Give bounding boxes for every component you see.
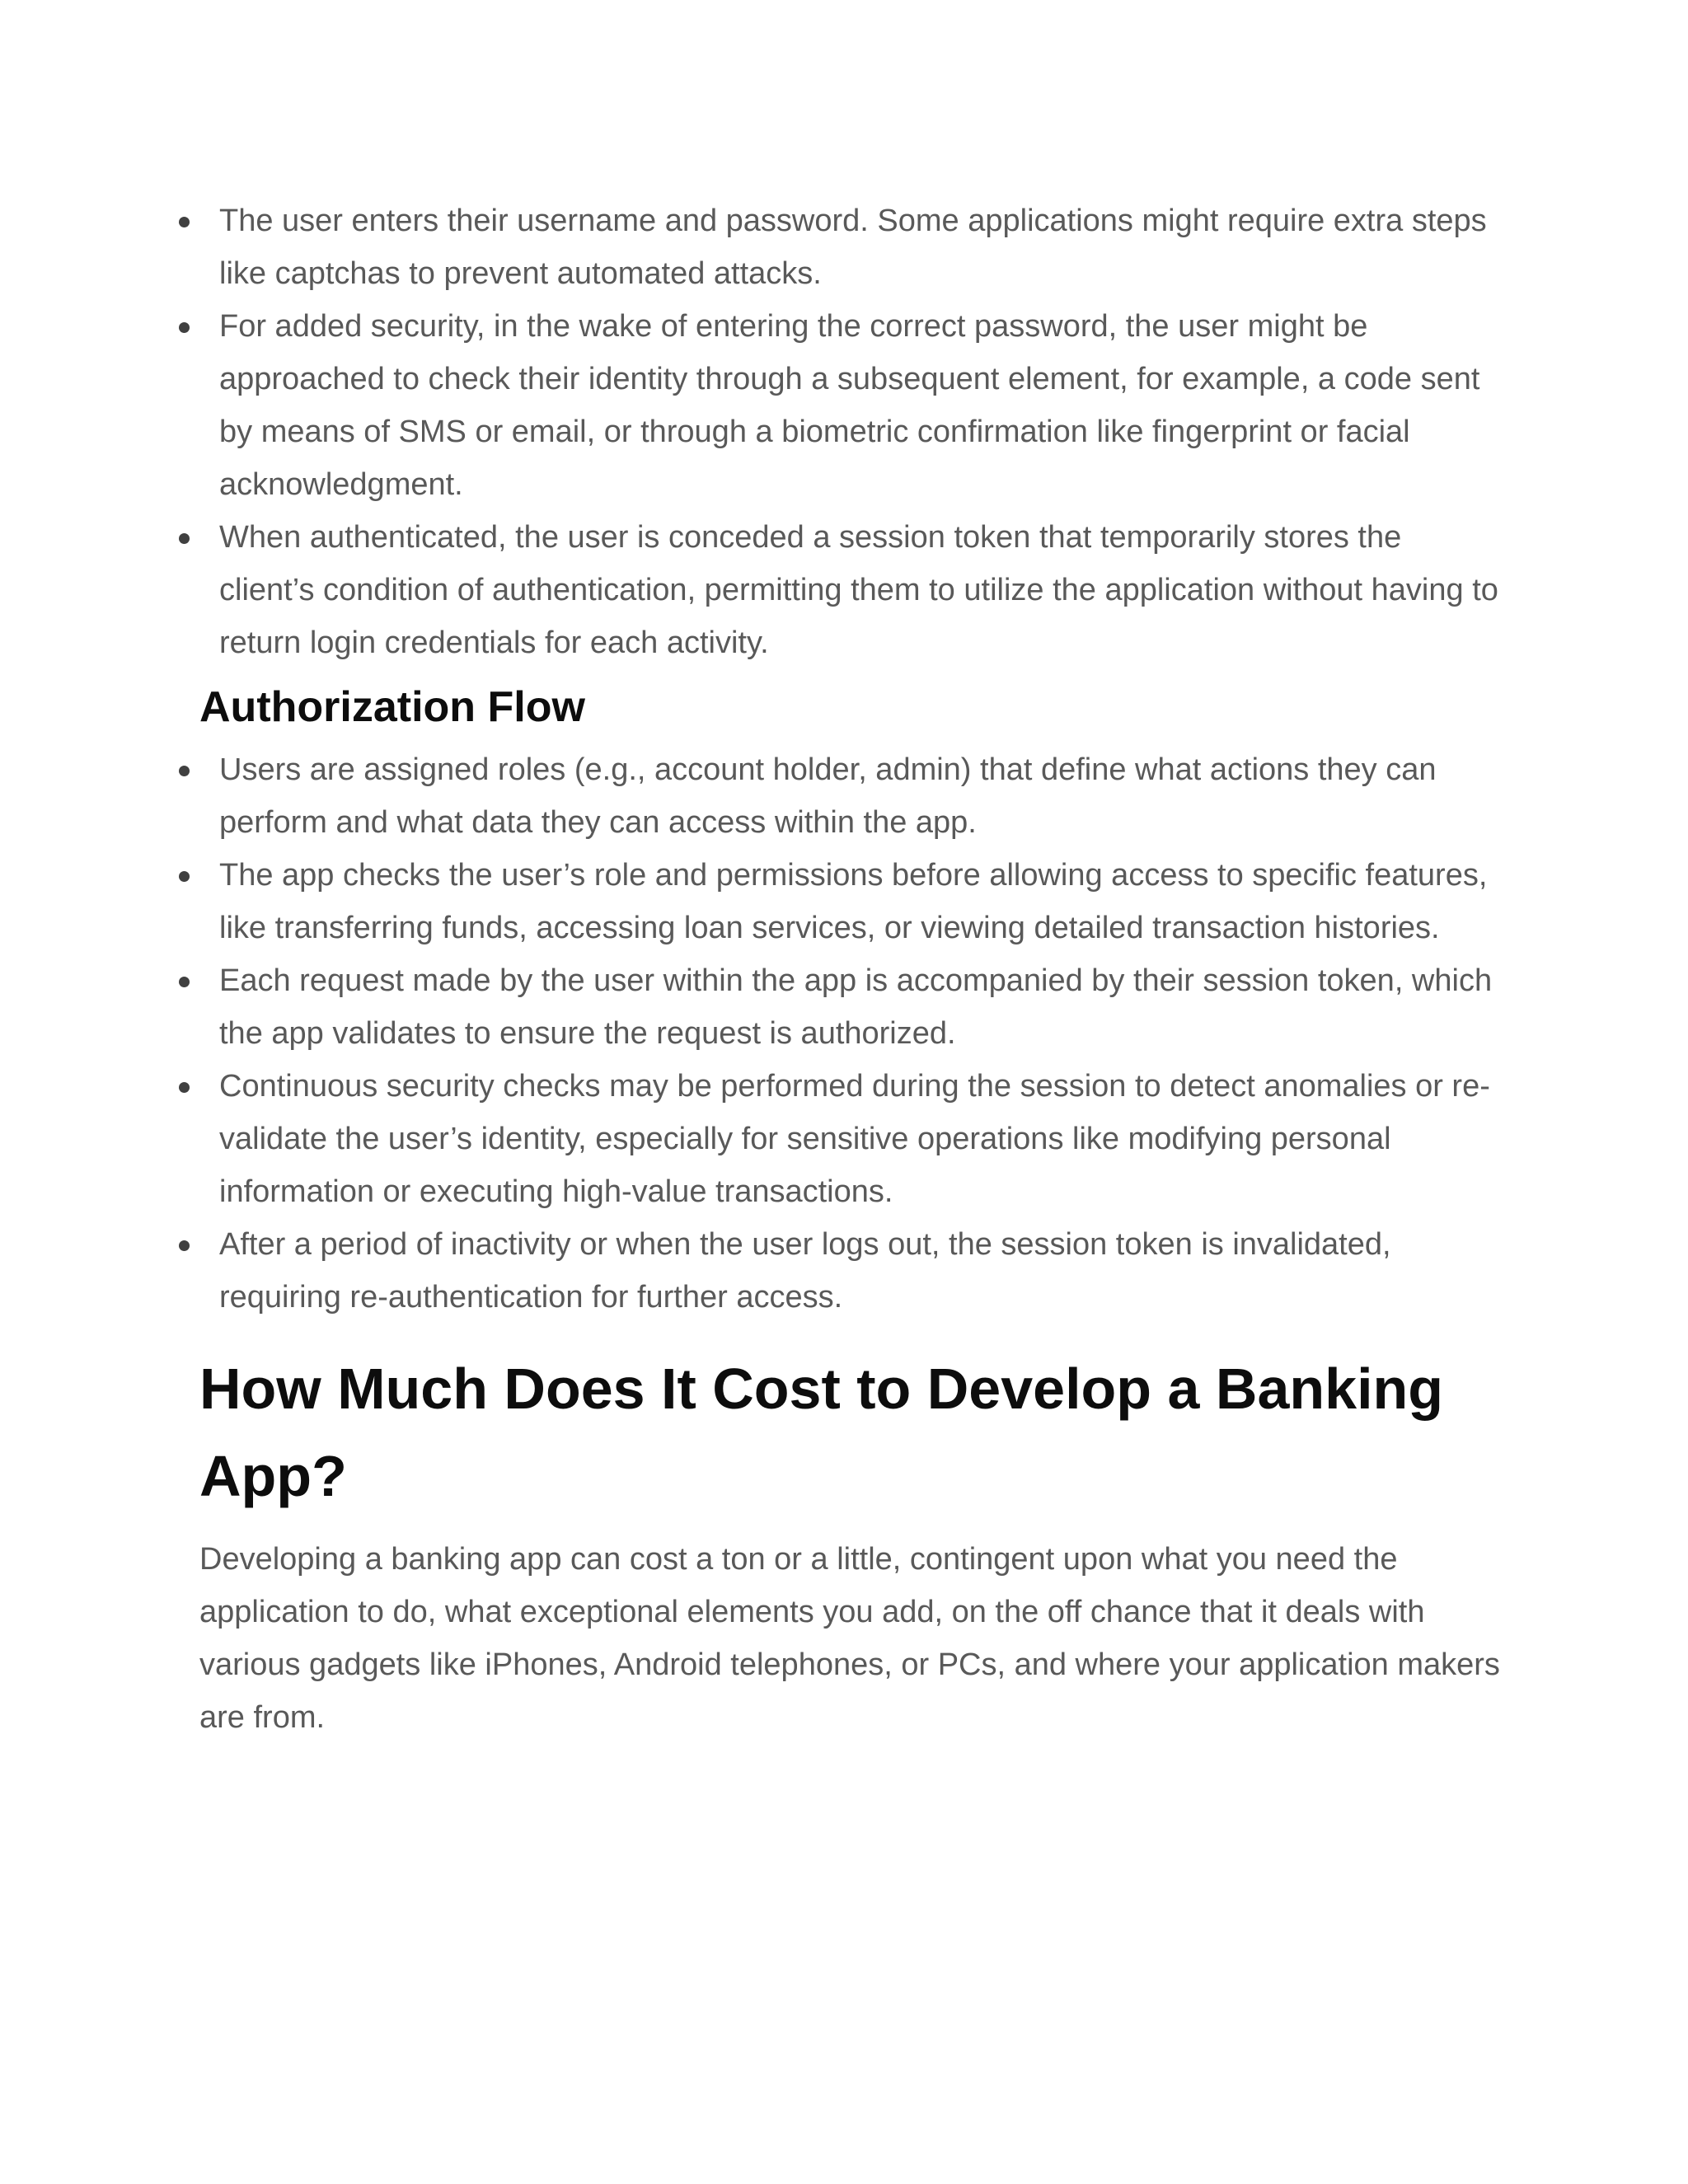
list-item: When authenticated, the user is conceded a session token that temporarily stores the client’s condition of authentication, permitting them to utilize the application without having to return login credentials for each activity. — [199, 511, 1502, 669]
list-item: Each request made by the user within the app is accompanied by their session token, which the app validates to ensure the request is authorized. — [199, 954, 1502, 1060]
authentication-steps-list — [199, 194, 1502, 669]
list-item: Continuous security checks may be performed during the session to detect anomalies or re-validate the user’s identity, especially for sensitive operations like modifying personal information or executing high-value transactions. — [199, 1060, 1502, 1218]
list-item: The app checks the user’s role and permissions before allowing access to specific features, like transferring funds, accessing loan services, or viewing detailed transaction histories. — [199, 849, 1502, 954]
list-item: After a period of inactivity or when the user logs out, the session token is invalidated, requiring re-authentication for further access. — [199, 1218, 1502, 1324]
document-content — [199, 194, 1502, 1744]
list-item: For added security, in the wake of entering the correct password, the user might be approached to check their identity through a subsequent element, for example, a code sent by means of SMS or email, or through a biometric confirmation like fingerprint or facial acknowledgment. — [199, 300, 1502, 511]
list-item: Users are assigned roles (e.g., account holder, admin) that define what actions they can perform and what data they can access within the app. — [199, 743, 1502, 849]
list-item: The user enters their username and password. Some applications might require extra steps like captchas to prevent automated attacks. — [199, 194, 1502, 300]
authorization-steps-list — [199, 743, 1502, 1324]
cost-section-paragraph: Developing a banking app can cost a ton or a little, contingent upon what you need the application to do, what exceptional elements you add, on the off chance that it deals with various gadgets like iPhones, Android telephones, or PCs, and where your application makers are from. — [199, 1542, 1500, 1735]
cost-section-heading: How Much Does It Cost to Develop a Banking App? — [199, 1357, 1444, 1508]
authorization-flow-heading: Authorization Flow — [199, 683, 585, 731]
